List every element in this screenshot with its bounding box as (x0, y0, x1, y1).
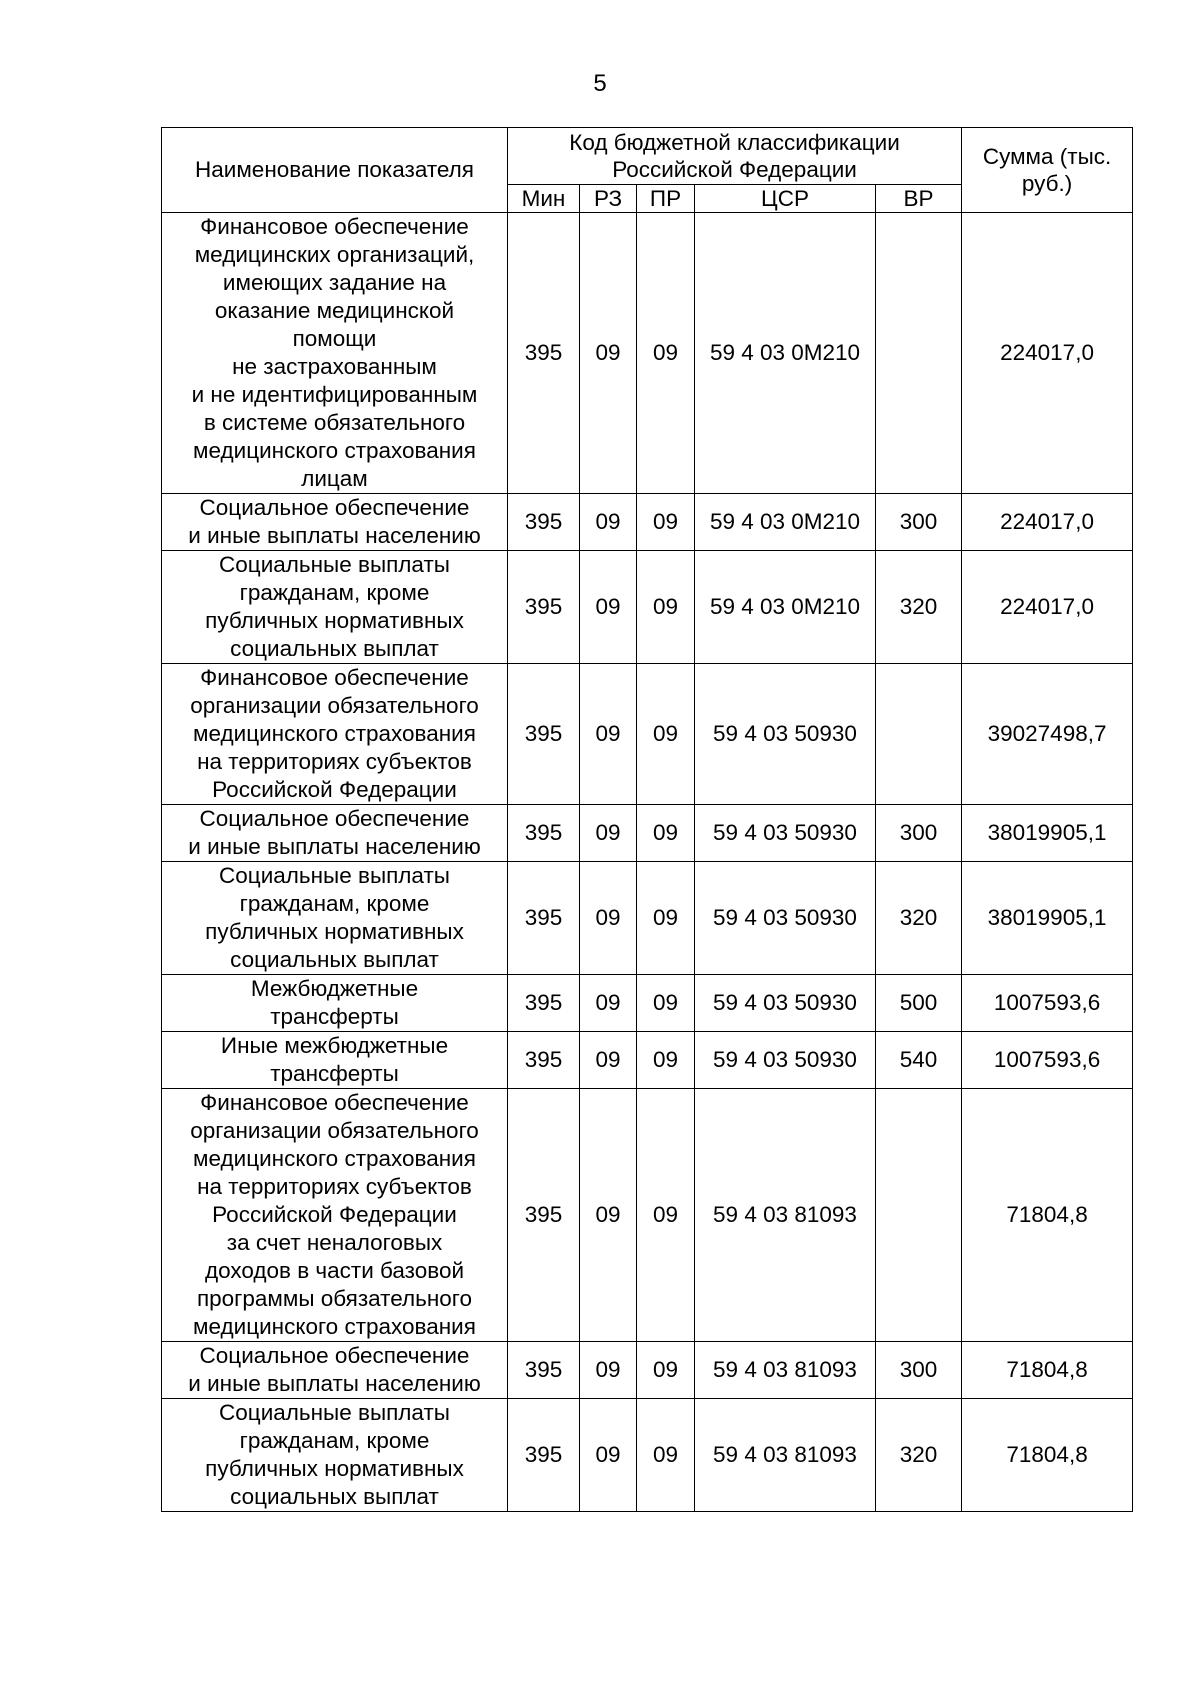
row-vr: 500 (876, 975, 962, 1032)
row-name: Социальное обеспечение и иные выплаты населению (162, 1342, 508, 1399)
row-rz: 09 (580, 664, 637, 805)
row-pr: 09 (637, 213, 695, 494)
row-sum: 1007593,6 (962, 1032, 1133, 1089)
row-sum: 39027498,7 (962, 664, 1133, 805)
row-vr (876, 664, 962, 805)
row-name: Социальные выплаты гражданам, кроме публичных нормативных социальных выплат (162, 862, 508, 975)
row-pr: 09 (637, 1399, 695, 1512)
row-sum: 38019905,1 (962, 805, 1133, 862)
row-vr: 320 (876, 862, 962, 975)
table-row (162, 1342, 1133, 1399)
row-csr: 59 4 03 50930 (695, 805, 876, 862)
row-min: 395 (508, 1399, 580, 1512)
row-min: 395 (508, 664, 580, 805)
row-csr: 59 4 03 81093 (695, 1399, 876, 1512)
header-sum: Сумма (тыс. руб.) (962, 128, 1133, 213)
row-pr: 09 (637, 494, 695, 551)
row-rz: 09 (580, 1032, 637, 1089)
row-rz: 09 (580, 1342, 637, 1399)
row-rz: 09 (580, 494, 637, 551)
row-name: Социальные выплаты гражданам, кроме публичных нормативных социальных выплат (162, 551, 508, 664)
row-min: 395 (508, 551, 580, 664)
row-vr (876, 213, 962, 494)
row-name: Межбюджетные трансферты (162, 975, 508, 1032)
table-row (162, 1032, 1133, 1089)
row-sum: 71804,8 (962, 1342, 1133, 1399)
row-pr: 09 (637, 862, 695, 975)
row-sum: 224017,0 (962, 551, 1133, 664)
row-min: 395 (508, 1089, 580, 1342)
budget-table (161, 127, 1133, 1512)
row-name: Социальные выплаты гражданам, кроме публичных нормативных социальных выплат (162, 1399, 508, 1512)
row-name: Финансовое обеспечение медицинских организаций, имеющих задание на оказание медицинской помощи не застрахованным и не идентифицированным в системе обязательного медицинского страхования лицам (162, 213, 508, 494)
table-row (162, 1399, 1133, 1512)
row-csr: 59 4 03 81093 (695, 1089, 876, 1342)
row-rz: 09 (580, 975, 637, 1032)
table-row (162, 805, 1133, 862)
row-csr: 59 4 03 50930 (695, 975, 876, 1032)
row-rz: 09 (580, 1089, 637, 1342)
row-min: 395 (508, 805, 580, 862)
row-rz: 09 (580, 213, 637, 494)
row-csr: 59 4 03 50930 (695, 664, 876, 805)
row-rz: 09 (580, 551, 637, 664)
row-min: 395 (508, 862, 580, 975)
table-row (162, 975, 1133, 1032)
row-csr: 59 4 03 0М210 (695, 213, 876, 494)
row-csr: 59 4 03 0М210 (695, 551, 876, 664)
row-name: Финансовое обеспечение организации обязательного медицинского страхования на территориях субъектов Российской Федерации (162, 664, 508, 805)
row-vr: 320 (876, 1399, 962, 1512)
header-pr: ПР (637, 185, 695, 213)
row-pr: 09 (637, 975, 695, 1032)
row-rz: 09 (580, 805, 637, 862)
row-min: 395 (508, 1342, 580, 1399)
table-row (162, 213, 1133, 494)
row-sum: 71804,8 (962, 1089, 1133, 1342)
row-vr: 300 (876, 1342, 962, 1399)
row-name: Финансовое обеспечение организации обязательного медицинского страхования на территориях субъектов Российской Федерации за счет неналоговых доходов в части базовой программы обязательного медицинского страхования (162, 1089, 508, 1342)
row-vr: 300 (876, 494, 962, 551)
header-vr: ВР (876, 185, 962, 213)
row-vr: 300 (876, 805, 962, 862)
row-name: Социальное обеспечение и иные выплаты населению (162, 805, 508, 862)
table-row (162, 862, 1133, 975)
row-csr: 59 4 03 50930 (695, 862, 876, 975)
row-min: 395 (508, 213, 580, 494)
row-rz: 09 (580, 1399, 637, 1512)
header-code-group: Код бюджетной классификации Российской Федерации (508, 128, 962, 185)
header-name: Наименование показателя (162, 128, 508, 213)
row-sum: 38019905,1 (962, 862, 1133, 975)
row-pr: 09 (637, 551, 695, 664)
page-number: 5 (593, 70, 607, 97)
table-row (162, 1089, 1133, 1342)
row-csr: 59 4 03 81093 (695, 1342, 876, 1399)
row-pr: 09 (637, 1089, 695, 1342)
table-row (162, 551, 1133, 664)
row-vr: 320 (876, 551, 962, 664)
row-pr: 09 (637, 805, 695, 862)
header-min: Мин (508, 185, 580, 213)
header-rz: РЗ (580, 185, 637, 213)
row-sum: 71804,8 (962, 1399, 1133, 1512)
row-vr: 540 (876, 1032, 962, 1089)
row-sum: 224017,0 (962, 213, 1133, 494)
row-pr: 09 (637, 1032, 695, 1089)
row-min: 395 (508, 975, 580, 1032)
row-pr: 09 (637, 1342, 695, 1399)
row-min: 395 (508, 1032, 580, 1089)
row-sum: 224017,0 (962, 494, 1133, 551)
header-csr: ЦСР (695, 185, 876, 213)
row-csr: 59 4 03 50930 (695, 1032, 876, 1089)
row-min: 395 (508, 494, 580, 551)
row-sum: 1007593,6 (962, 975, 1133, 1032)
row-pr: 09 (637, 664, 695, 805)
row-name: Иные межбюджетные трансферты (162, 1032, 508, 1089)
table-row (162, 664, 1133, 805)
row-vr (876, 1089, 962, 1342)
row-csr: 59 4 03 0М210 (695, 494, 876, 551)
row-rz: 09 (580, 862, 637, 975)
table-row (162, 494, 1133, 551)
table-body (162, 213, 1133, 1512)
row-name: Социальное обеспечение и иные выплаты населению (162, 494, 508, 551)
